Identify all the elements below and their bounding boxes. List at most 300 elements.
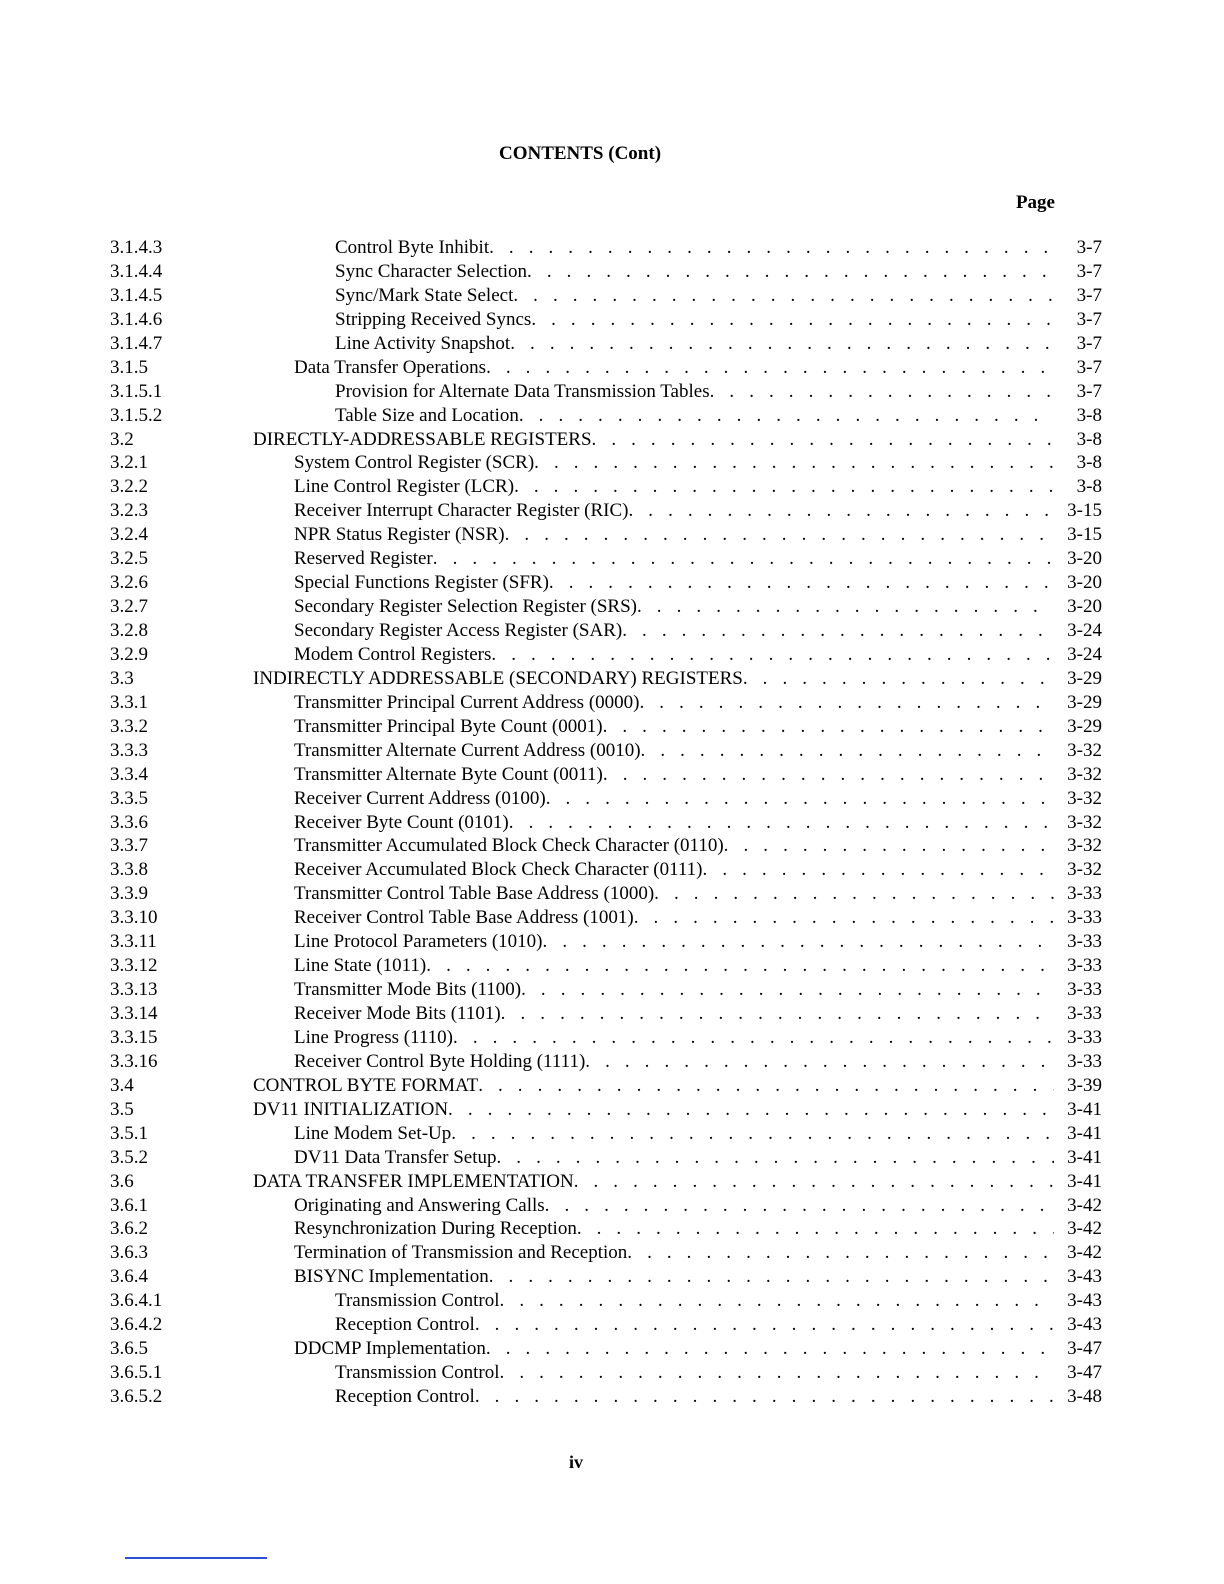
toc-entry-text — [294, 523, 1054, 547]
toc-entry — [0, 691, 1224, 715]
section-title: Line Control Register (LCR) — [294, 476, 515, 498]
section-title: Line Modem Set-Up — [294, 1122, 452, 1144]
section-title: DV11 Data Transfer Setup — [294, 1146, 497, 1168]
page-reference-cell — [1058, 1385, 1178, 1409]
dot-leader — [453, 1026, 1054, 1050]
page-reference: 3-7 — [1076, 308, 1102, 330]
page-reference-cell — [1058, 404, 1178, 428]
section-title: System Control Register (SCR) — [294, 452, 535, 474]
section-title: Transmitter Alternate Current Address (0010) — [294, 739, 641, 761]
page-reference: 3-29 — [1067, 691, 1102, 713]
page-reference: 3-41 — [1067, 1146, 1102, 1168]
section-number: 3.3.11 — [110, 931, 157, 953]
toc-entry-text — [294, 834, 1054, 858]
page-reference-cell — [1058, 834, 1178, 858]
dot-leader — [585, 1050, 1054, 1074]
section-number: 3.1.5.1 — [110, 380, 163, 402]
toc-entry — [0, 236, 1224, 260]
toc-entry-text — [253, 667, 1054, 691]
dot-leader — [426, 954, 1054, 978]
dot-leader — [489, 1265, 1054, 1289]
toc-entry — [0, 811, 1224, 835]
section-number: 3.6.5.2 — [110, 1386, 163, 1407]
section-number: 3.5.1 — [110, 1122, 148, 1144]
page-reference: 3-42 — [1067, 1194, 1102, 1216]
dot-leader — [546, 787, 1054, 811]
page-reference: 3-33 — [1067, 1003, 1102, 1024]
dot-leader — [500, 1289, 1054, 1313]
section-title: Provision for Alternate Data Transmission Tables — [335, 380, 710, 402]
section-title: Receiver Current Address (0100) — [294, 787, 546, 809]
toc-entry-text — [335, 236, 1054, 260]
page-reference-cell — [1058, 1050, 1178, 1074]
page-reference: 3-33 — [1067, 955, 1102, 977]
section-title: Reserved Register — [294, 548, 433, 570]
toc-entry — [0, 978, 1224, 1002]
toc-entry-text — [335, 404, 1054, 428]
page-reference-cell — [1058, 451, 1178, 475]
toc-entry-text — [294, 978, 1054, 1002]
dot-leader — [451, 1122, 1054, 1146]
toc-entry — [0, 834, 1224, 858]
toc-entry — [0, 906, 1224, 930]
section-number: 3.4 — [110, 1074, 134, 1096]
page-reference-cell — [1058, 739, 1178, 763]
section-title: Receiver Byte Count (0101) — [294, 811, 509, 833]
section-number: 3.3.3 — [110, 739, 148, 761]
page-reference: 3-32 — [1067, 811, 1102, 833]
section-title: Receiver Control Byte Holding (1111) — [294, 1050, 586, 1072]
dot-leader — [521, 978, 1054, 1002]
page-reference-cell — [1058, 236, 1178, 260]
toc-entry — [0, 643, 1224, 667]
toc-entry-text — [294, 691, 1054, 715]
toc-entry — [0, 332, 1224, 356]
page-number: iv — [568, 1452, 583, 1472]
section-title: BISYNC Implementation — [294, 1266, 489, 1288]
dot-leader — [549, 571, 1054, 595]
dot-leader — [514, 475, 1054, 499]
page-reference-cell — [1058, 954, 1178, 978]
toc-entry — [0, 1122, 1224, 1146]
page-reference-cell — [1058, 882, 1178, 906]
page-reference-cell — [1058, 1241, 1178, 1265]
dot-leader — [505, 523, 1054, 547]
dot-leader — [448, 1098, 1054, 1122]
section-number: 3.6.2 — [110, 1218, 148, 1240]
section-title: Control Byte Inhibit — [335, 237, 490, 258]
page-reference: 3-33 — [1067, 979, 1102, 1001]
toc-entry-text — [335, 1361, 1054, 1385]
page-reference: 3-42 — [1067, 1218, 1102, 1240]
page-reference-cell — [1058, 1170, 1178, 1194]
page-reference-cell — [1058, 499, 1178, 523]
page-reference: 3-8 — [1076, 428, 1102, 450]
page-reference: 3-24 — [1067, 643, 1102, 665]
section-title: Secondary Register Selection Register (SRS) — [294, 596, 637, 618]
section-title: INDIRECTLY ADDRESSABLE (SECONDARY) REGISTERS — [253, 667, 743, 689]
toc-entry — [0, 499, 1224, 523]
section-title: Transmitter Principal Byte Count (0001) — [294, 715, 603, 737]
dot-leader — [592, 428, 1054, 452]
section-number: 3.2.6 — [110, 572, 148, 594]
section-number: 3.3.6 — [110, 811, 148, 833]
section-number: 3.3.16 — [110, 1050, 158, 1072]
dot-leader — [486, 1337, 1054, 1361]
page-reference-cell — [1058, 715, 1178, 739]
toc-entry — [0, 1361, 1224, 1385]
dot-leader — [545, 1194, 1054, 1218]
page-reference-cell — [1058, 1361, 1178, 1385]
page-reference: 3-7 — [1076, 332, 1102, 354]
toc-entry-text — [294, 1241, 1054, 1265]
toc-entry — [0, 523, 1224, 547]
toc-entry-text — [294, 882, 1054, 906]
section-title: NPR Status Register (NSR) — [294, 524, 505, 546]
section-number: 3.3.8 — [110, 859, 148, 881]
section-number: 3.6.4.2 — [110, 1314, 163, 1336]
dot-leader — [496, 1146, 1054, 1170]
toc-entry — [0, 763, 1224, 787]
toc-entry-text — [294, 1122, 1054, 1146]
section-title: Receiver Interrupt Character Register (RIC) — [294, 500, 629, 522]
section-number: 3.3.1 — [110, 691, 148, 713]
section-title: Transmitter Accumulated Block Check Character (0110) — [294, 835, 724, 857]
toc-entry — [0, 404, 1224, 428]
section-title: Originating and Answering Calls — [294, 1194, 545, 1216]
toc-entry-text — [294, 811, 1054, 835]
section-title: Special Functions Register (SFR) — [294, 572, 549, 594]
section-title: Line State (1011) — [294, 955, 427, 977]
toc-entry-text — [294, 1217, 1054, 1241]
section-title: Termination of Transmission and Reception — [294, 1242, 628, 1264]
section-number: 3.2.5 — [110, 548, 148, 570]
toc-entry — [0, 1002, 1224, 1026]
section-number: 3.2.2 — [110, 476, 148, 498]
section-number: 3.1.4.3 — [110, 237, 163, 258]
page-reference: 3-33 — [1067, 1050, 1102, 1072]
page-reference-cell — [1058, 667, 1178, 691]
page-reference: 3-43 — [1067, 1314, 1102, 1336]
toc-entry — [0, 475, 1224, 499]
page-reference-cell — [1058, 691, 1178, 715]
toc-entry-text — [294, 1026, 1054, 1050]
page-reference: 3-20 — [1067, 548, 1102, 570]
toc-entry-text — [294, 547, 1054, 571]
dot-leader — [491, 643, 1054, 667]
page-reference: 3-39 — [1067, 1074, 1102, 1096]
section-title: Transmitter Control Table Base Address (1000) — [294, 883, 655, 905]
page-reference-cell — [1058, 356, 1178, 380]
page-reference: 3-43 — [1067, 1290, 1102, 1312]
section-number: 3.6 — [110, 1170, 134, 1192]
toc-entry-text — [294, 930, 1054, 954]
section-title: Reception Control — [335, 1314, 475, 1336]
section-title: Transmitter Alternate Byte Count (0011) — [294, 763, 603, 785]
page-reference-cell — [1058, 1265, 1178, 1289]
section-number: 3.6.5 — [110, 1338, 148, 1360]
page-reference-cell — [1058, 906, 1178, 930]
page-reference: 3-32 — [1067, 835, 1102, 857]
dot-leader — [603, 763, 1054, 787]
toc-entry-text — [294, 906, 1054, 930]
toc-entry — [0, 571, 1224, 595]
dot-leader — [637, 595, 1054, 619]
page-reference-cell — [1058, 380, 1178, 404]
toc-entry — [0, 1217, 1224, 1241]
page-reference: 3-42 — [1067, 1242, 1102, 1264]
page-reference-cell — [1058, 1098, 1178, 1122]
page-reference: 3-32 — [1067, 739, 1102, 761]
section-number: 3.3.10 — [110, 907, 158, 929]
page-reference: 3-7 — [1076, 237, 1102, 258]
page-reference-cell — [1058, 1217, 1178, 1241]
section-title: Table Size and Location — [335, 404, 519, 426]
dot-leader — [527, 260, 1054, 284]
dot-leader — [475, 1385, 1054, 1409]
section-number: 3.6.5.1 — [110, 1362, 163, 1384]
dot-leader — [519, 404, 1054, 428]
section-number: 3.3.5 — [110, 787, 148, 809]
footer-rule — [125, 1557, 267, 1559]
page-reference: 3-43 — [1067, 1266, 1102, 1288]
section-title: Data Transfer Operations — [294, 356, 487, 378]
toc-entry-text — [294, 1194, 1054, 1218]
dot-leader — [641, 739, 1054, 763]
section-number: 3.6.3 — [110, 1242, 148, 1264]
page-reference-cell — [1058, 763, 1178, 787]
toc-entry-text — [253, 1098, 1054, 1122]
page-reference-cell — [1058, 1289, 1178, 1313]
page-reference: 3-33 — [1067, 883, 1102, 905]
toc-entry-text — [253, 428, 1054, 452]
section-title: Reception Control — [335, 1386, 475, 1407]
section-title: DDCMP Implementation — [294, 1338, 486, 1360]
section-number: 3.2.9 — [110, 643, 148, 665]
section-title: Stripping Received Syncs — [335, 308, 532, 330]
page-reference-cell — [1058, 571, 1178, 595]
dot-leader — [509, 811, 1054, 835]
section-number: 3.2.8 — [110, 620, 148, 641]
toc-entry-text — [253, 1074, 1054, 1098]
toc-entry — [0, 1074, 1224, 1098]
toc-entry — [0, 787, 1224, 811]
page-reference: 3-24 — [1067, 620, 1102, 641]
page-title: CONTENTS (Cont) — [498, 143, 662, 164]
toc-entry — [0, 1098, 1224, 1122]
toc-entry-text — [294, 475, 1054, 499]
page-reference-cell — [1058, 978, 1178, 1002]
page-reference-cell — [1058, 595, 1178, 619]
page-reference: 3-32 — [1067, 859, 1102, 881]
section-number: 3.2.4 — [110, 524, 148, 546]
toc-entry — [0, 380, 1224, 404]
dot-leader — [628, 499, 1054, 523]
page-reference: 3-15 — [1067, 524, 1102, 546]
section-number: 3.3 — [110, 667, 134, 689]
page-reference-cell — [1058, 260, 1178, 284]
dot-leader — [634, 906, 1054, 930]
page-column-heading: Page — [1015, 192, 1055, 213]
section-title: Line Activity Snapshot — [335, 332, 511, 354]
dot-leader — [639, 691, 1054, 715]
section-title: DV11 INITIALIZATION — [253, 1098, 449, 1120]
page-reference-cell — [1058, 1146, 1178, 1170]
section-title: Resynchronization During Reception — [294, 1218, 577, 1240]
page-reference-cell — [1058, 1122, 1178, 1146]
toc-entry-text — [335, 308, 1054, 332]
dot-leader — [478, 1074, 1054, 1098]
section-number: 3.3.14 — [110, 1003, 158, 1024]
toc-entry-text — [294, 739, 1054, 763]
toc-entry — [0, 1241, 1224, 1265]
page-reference: 3-41 — [1067, 1122, 1102, 1144]
section-title: Receiver Control Table Base Address (1001) — [294, 907, 634, 929]
page-reference: 3-41 — [1067, 1098, 1102, 1120]
section-title: Transmitter Principal Current Address (0000) — [294, 691, 640, 713]
dot-leader — [603, 715, 1054, 739]
toc-entry-text — [335, 1313, 1054, 1337]
toc-entry — [0, 1026, 1224, 1050]
page-reference: 3-29 — [1067, 667, 1102, 689]
page-reference: 3-32 — [1067, 787, 1102, 809]
dot-leader — [627, 1241, 1054, 1265]
section-title: Sync Character Selection — [335, 260, 528, 282]
toc-entry-text — [335, 332, 1054, 356]
toc-entry — [0, 308, 1224, 332]
section-number: 3.1.5 — [110, 356, 148, 378]
section-title: Transmission Control — [335, 1290, 500, 1312]
section-number: 3.5.2 — [110, 1146, 148, 1168]
toc-entry-text — [294, 619, 1054, 643]
toc-entry — [0, 428, 1224, 452]
dot-leader — [534, 451, 1054, 475]
toc-entry-text — [294, 499, 1054, 523]
dot-leader — [577, 1217, 1054, 1241]
toc-entry-text — [294, 1265, 1054, 1289]
section-number: 3.3.4 — [110, 763, 148, 785]
page-reference-cell — [1058, 1002, 1178, 1026]
section-number: 3.3.15 — [110, 1026, 158, 1048]
section-title: Receiver Accumulated Block Check Character (0111) — [294, 859, 703, 881]
section-number: 3.6.1 — [110, 1194, 148, 1216]
page-reference-cell — [1058, 428, 1178, 452]
toc-entry — [0, 619, 1224, 643]
section-number: 3.2.7 — [110, 596, 148, 618]
toc-entry-text — [335, 260, 1054, 284]
page-reference: 3-8 — [1076, 404, 1102, 426]
toc-entry — [0, 954, 1224, 978]
section-title: Transmission Control — [335, 1362, 500, 1384]
section-number: 3.1.4.7 — [110, 332, 163, 354]
section-number: 3.3.2 — [110, 715, 148, 737]
page-reference: 3-33 — [1067, 907, 1102, 929]
page-reference-cell — [1058, 332, 1178, 356]
toc-entry-text — [294, 595, 1054, 619]
section-number: 3.5 — [110, 1098, 134, 1120]
section-title: Line Progress (1110) — [294, 1026, 454, 1048]
dot-leader — [513, 284, 1054, 308]
section-title: Line Protocol Parameters (1010) — [294, 931, 543, 953]
page-reference-cell — [1058, 619, 1178, 643]
toc-entry — [0, 1385, 1224, 1409]
toc-entry — [0, 260, 1224, 284]
toc-entry — [0, 356, 1224, 380]
toc-entry-text — [294, 787, 1054, 811]
section-number: 3.1.5.2 — [110, 404, 163, 426]
dot-leader — [654, 882, 1054, 906]
page-reference-cell — [1058, 811, 1178, 835]
toc-entry — [0, 1265, 1224, 1289]
toc-entry-text — [294, 954, 1054, 978]
dot-leader — [475, 1313, 1054, 1337]
section-title: DATA TRANSFER IMPLEMENTATION — [253, 1170, 574, 1192]
page-reference-cell — [1058, 284, 1178, 308]
toc-entry — [0, 1337, 1224, 1361]
section-number: 3.3.9 — [110, 883, 148, 905]
page-reference: 3-20 — [1067, 572, 1102, 594]
section-number: 3.3.12 — [110, 955, 158, 977]
dot-leader — [486, 356, 1054, 380]
toc-entry-text — [294, 1002, 1054, 1026]
toc-entry — [0, 930, 1224, 954]
page-reference-cell — [1058, 1313, 1178, 1337]
page-reference-cell — [1058, 308, 1178, 332]
section-number: 3.2 — [110, 428, 134, 450]
section-number: 3.6.4 — [110, 1266, 148, 1288]
page-reference: 3-7 — [1076, 380, 1102, 402]
toc-entry-text — [335, 1289, 1054, 1313]
toc-entry-text — [294, 571, 1054, 595]
page-reference-cell — [1058, 547, 1178, 571]
page-reference: 3-8 — [1076, 452, 1102, 474]
page-reference-cell — [1058, 523, 1178, 547]
toc-entry — [0, 1170, 1224, 1194]
toc-entry-text — [294, 1050, 1054, 1074]
dot-leader — [574, 1170, 1054, 1194]
section-number: 3.2.1 — [110, 452, 148, 474]
section-title: CONTROL BYTE FORMAT — [253, 1074, 479, 1096]
section-number: 3.1.4.6 — [110, 308, 163, 330]
toc-entry-text — [294, 858, 1054, 882]
page-reference-cell — [1058, 643, 1178, 667]
dot-leader — [433, 547, 1054, 571]
page-reference: 3-32 — [1067, 763, 1102, 785]
toc-entry — [0, 1146, 1224, 1170]
toc-entry — [0, 1194, 1224, 1218]
toc-entry-text — [335, 1385, 1054, 1409]
page-reference-cell — [1058, 1026, 1178, 1050]
toc-entry — [0, 667, 1224, 691]
toc-entry-text — [294, 763, 1054, 787]
page-reference-cell — [1058, 475, 1178, 499]
section-title: DIRECTLY-ADDRESSABLE REGISTERS — [253, 428, 592, 450]
dot-leader — [622, 619, 1054, 643]
section-number: 3.3.13 — [110, 979, 158, 1001]
page-reference: 3-47 — [1067, 1362, 1102, 1384]
section-title: Transmitter Mode Bits (1100) — [294, 979, 522, 1001]
page-reference: 3-7 — [1076, 284, 1102, 306]
page-reference: 3-47 — [1067, 1338, 1102, 1360]
toc-entry-text — [294, 715, 1054, 739]
section-number: 3.1.4.5 — [110, 284, 163, 306]
page-reference: 3-33 — [1067, 931, 1102, 953]
section-number: 3.3.7 — [110, 835, 148, 857]
toc-entry — [0, 739, 1224, 763]
dot-leader — [543, 930, 1054, 954]
toc-entry — [0, 284, 1224, 308]
section-title: Secondary Register Access Register (SAR) — [294, 620, 623, 641]
